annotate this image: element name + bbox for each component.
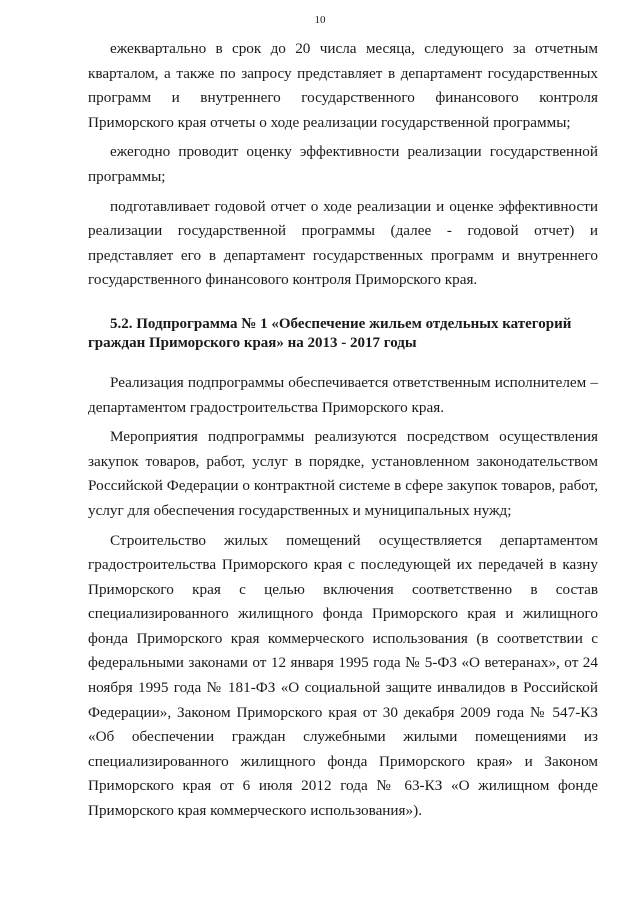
paragraph-quarterly-report: ежеквартально в срок до 20 числа месяца, следующего за отчетным кварталом, а также по запросу представляет в департамент государственных программ и внутреннего государственного финансового контроля Приморского края отчеты о ходе реализации государственной программы; [88, 40, 598, 131]
page-content [88, 37, 598, 824]
page-number: 10 [314, 14, 326, 26]
paragraph-annual-report: подготавливает годовой отчет о ходе реализации и оценке эффективности реализации государственной программы (далее - годовой отчет) и представляет его в департамент государственных программ и внутреннего государственного финансового контроля Приморского края. [88, 197, 598, 289]
section-heading: 5.2. Подпрограмма № 1 «Обеспечение жильем отдельных категорий граждан Приморского края» на 2013 - 2017 годы [88, 315, 572, 351]
paragraph-procurement: Мероприятия подпрограммы реализуются посредством осуществления закупок товаров, работ, услуг в порядке, установленном законодательством Российской Федерации о контрактной системе в сфере закупок товаров, работ, услуг для обеспечения государственных и муниципальных нужд; [88, 428, 598, 519]
paragraph-annual-evaluation: ежегодно проводит оценку эффективности реализации государственной программы; [88, 143, 598, 185]
paragraph-construction: Строительство жилых помещений осуществляется департаментом градостроительства Приморского края с последующей их передачей в казну Приморского края с целью включения соответственно в состав специализированного жилищного фонда Приморского края и жилищного фонда Приморского края коммерческого использования (в соответствии с федеральными законами от 12 января 1995 года № 5-ФЗ «О ветеранах», от 24 ноября 1995 года № 181-ФЗ «О социальной защите инвалидов в Российской Федерации», Законом Приморского края от 30 декабря 2009 года № 547-КЗ «Об обеспечении граждан служебными жилыми помещениями из специализированного жилищного фонда Приморского края» и Законом Приморского края от 6 июля 2012 года № 63-КЗ «О жилищном фонде Приморского края коммерческого использования»). [88, 531, 598, 820]
paragraph-implementation: Реализация подпрограммы обеспечивается ответственным исполнителем – департаментом градостроительства Приморского края. [88, 373, 598, 416]
